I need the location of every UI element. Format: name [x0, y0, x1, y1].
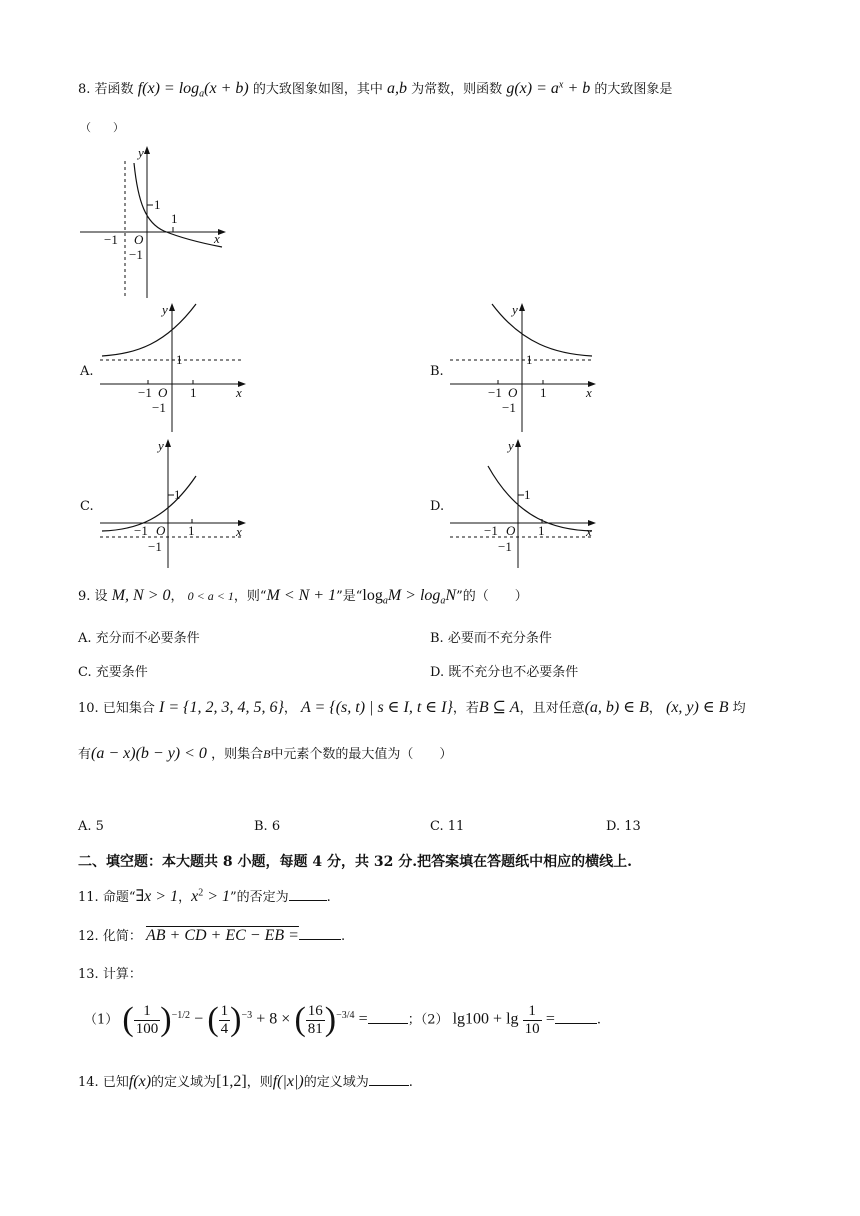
den: 4 — [220, 1020, 229, 1037]
tick-label: 1 — [190, 385, 197, 400]
q9-option-b[interactable]: B. 必要而不充分条件 — [430, 631, 552, 646]
q12-answer-blank[interactable] — [299, 927, 341, 940]
q9-cond: 0 < a < 1 — [187, 589, 234, 603]
q8-plus-b: + b — [567, 80, 591, 97]
q9-text: 设 — [94, 589, 108, 604]
q12-expr: AB + CD + EC − EB = — [145, 927, 299, 944]
num: 16 — [307, 1002, 323, 1019]
q9-text: ”是“ — [336, 589, 363, 604]
q8-log-base: a — [199, 88, 205, 100]
q8-text: 若函数 — [94, 82, 134, 97]
q14-text: 已知 — [102, 1075, 129, 1090]
den: 100 — [135, 1020, 159, 1037]
section-heading: 二、填空题：本大题共 8 小题，每题 4 分，共 32 分.把答案填在答题纸中相应的横线上. — [78, 854, 632, 870]
q8-option-c-label[interactable]: C. — [80, 499, 94, 514]
tick-label: 1 — [154, 197, 161, 212]
q14-text: 的定义域为 — [303, 1075, 369, 1090]
q8-option-d-label[interactable]: D. — [430, 499, 445, 514]
q13-number: 13. — [78, 967, 99, 982]
q12-number: 12. — [78, 929, 99, 944]
q10-text: 中元素个数的最大值为（ ） — [270, 747, 453, 762]
tick-label: −1 — [502, 400, 516, 415]
q8-text: 的大致图象是 — [594, 82, 673, 97]
tick-label: −1 — [138, 385, 152, 400]
q10-text: ，则集合 — [211, 747, 264, 762]
q9-s1: M < N + 1 — [266, 587, 337, 604]
q10-text: ，若 — [452, 701, 479, 716]
tick-label: −1 — [129, 247, 143, 262]
q14-number: 14. — [78, 1075, 99, 1090]
tick-label: −1 — [484, 523, 498, 538]
lg-expr: lg100 + lg — [452, 1010, 519, 1028]
q10-xy: (x, y) ∈ B — [666, 699, 729, 716]
q8-text: 为常数，则函数 — [411, 82, 503, 97]
q13-answer-blank-1[interactable] — [368, 1011, 408, 1024]
tick-label: 1 — [174, 487, 181, 502]
q9-option-c[interactable]: C. 充要条件 — [78, 665, 148, 680]
q8-ab: a,b — [387, 80, 408, 97]
q10-ab: (a, b) ∈ B — [584, 699, 649, 716]
q11-end: . — [326, 890, 331, 905]
q12-end: . — [340, 929, 346, 944]
tick-label: −1 — [498, 539, 512, 554]
axis-x-label: x — [586, 524, 592, 539]
tick-label: −1 — [134, 523, 148, 538]
q8-text: 的大致图象如图，其中 — [252, 82, 383, 97]
q8-func-g: g(x) = a — [506, 80, 559, 97]
origin-label: O — [158, 385, 168, 400]
q14-line — [78, 1071, 413, 1091]
num: 1 — [220, 1002, 229, 1019]
q11-exp: 2 — [198, 887, 204, 899]
q8-exp: x — [558, 79, 564, 91]
origin-label: O — [508, 385, 518, 400]
q10-b: B — [263, 747, 271, 761]
den: 10 — [524, 1020, 540, 1037]
exp: −3/4 — [336, 1010, 355, 1022]
q14-text: 的定义域为 — [151, 1075, 217, 1090]
q9-log-base: a — [382, 595, 388, 607]
q13-part2: ；（2） — [407, 1012, 449, 1028]
frac-1-10 — [523, 1003, 542, 1038]
q9-s2c: N — [445, 587, 457, 604]
q8-option-d-graph[interactable] — [446, 436, 606, 571]
q9-number: 9. — [78, 589, 91, 604]
q8-option-a-graph[interactable] — [96, 300, 256, 435]
tick-label: 1 — [540, 385, 547, 400]
q10-line1: 10. 已知集合 I = {1, 2, 3, 4, 5, 6}， A = {(s, t) | s ∈ I, t ∈ I}，若B ⊆ A，且对任意(a, b) ∈ B， (x, y) ∈ B 均 — [78, 699, 746, 716]
q10-text: 已知集合 — [102, 701, 155, 716]
q9-text: ”的（ ） — [456, 589, 528, 604]
tick-label: 1 — [524, 487, 531, 502]
q14-f-abs: f(|x|) — [272, 1073, 304, 1090]
q14-domain: [1,2] — [216, 1073, 247, 1090]
q10-set-i: I = {1, 2, 3, 4, 5, 6} — [158, 699, 284, 716]
axis-y-label: y — [158, 438, 164, 453]
tick-label: 1 — [171, 211, 178, 226]
q10-ineq: (a − x)(b − y) < 0 — [91, 745, 207, 762]
q8-option-a-label[interactable]: A. — [80, 364, 94, 379]
q13-part1: （1） — [84, 1012, 119, 1028]
q8-answer-paren: （ ） — [80, 121, 124, 134]
q11-number: 11. — [78, 890, 99, 905]
q9-s2b: M > log — [387, 587, 441, 604]
q9-option-d[interactable]: D. 既不充分也不必要条件 — [430, 665, 579, 680]
tick-label: −1 — [488, 385, 502, 400]
tick-label: 1 — [188, 523, 195, 538]
axis-x-label: x — [586, 385, 592, 400]
q11-text: 命题“ — [102, 890, 136, 905]
frac-16-81 — [306, 1003, 325, 1038]
q13-line1 — [78, 963, 142, 982]
origin-label: O — [506, 523, 516, 538]
axis-x-label: x — [236, 385, 242, 400]
q10-option-d[interactable]: D. 13 — [606, 819, 641, 834]
q13-text: 计算： — [102, 967, 142, 982]
q13-answer-blank-2[interactable] — [555, 1011, 597, 1024]
q9-line: 9. 设 M, N > 0， 0 < a < 1，则“M < N + 1”是“$\log_aM > \log_aN$”的（ ） — [78, 587, 528, 607]
op: = — [358, 1010, 368, 1028]
num: 1 — [523, 1003, 542, 1021]
exp: −1/2 — [171, 1010, 190, 1022]
q9-option-a[interactable]: A. 充分而不必要条件 — [78, 631, 200, 646]
den: 81 — [307, 1020, 323, 1037]
q13-end: . — [596, 1012, 601, 1028]
exp: −3 — [241, 1010, 253, 1022]
q12-line — [78, 925, 345, 945]
q10-option-b[interactable]: B. 6 — [254, 819, 281, 834]
q8-option-b-graph[interactable] — [446, 300, 606, 435]
q11-m1: ∃x > 1 — [135, 888, 179, 905]
op: + 8 × — [256, 1010, 291, 1028]
q14-f: f(x) — [128, 1073, 152, 1090]
frac-1-100 — [134, 1003, 161, 1038]
q10-text: ，且对任意 — [519, 701, 585, 716]
q8-line1 — [78, 78, 672, 100]
q9-text: ，则“ — [233, 589, 267, 604]
q9-log: log — [362, 587, 383, 604]
q10-line2 — [78, 743, 452, 763]
op: = — [545, 1010, 555, 1028]
axis-x-label: x — [236, 524, 242, 539]
axis-y-label: y — [512, 302, 518, 317]
q11-m2: x — [191, 888, 199, 905]
q14-text: ，则 — [246, 1075, 273, 1090]
q9-mn: M, N > 0 — [111, 587, 171, 604]
q8-main-graph — [76, 143, 236, 303]
q13-line2: （1） ( $\frac{1}{100}$ )$^{-1/2}$ − ( $\frac{1}{4}$ )$^{-3}$ + 8 × ( $\frac{16}{81}$ )$^{-3/4}$ = ；（2） lg100 + lg $\frac{1}{10}$ = . — [84, 1001, 601, 1038]
q11-text: ”的否定为 — [229, 890, 289, 905]
q11-text: ， — [178, 890, 192, 905]
q11-answer-blank[interactable] — [289, 888, 327, 901]
axis-y-label: y — [162, 302, 168, 317]
q10-option-a[interactable]: A. 5 — [78, 819, 104, 834]
q10-text: 均 — [732, 701, 746, 716]
q9-log-base: a — [440, 595, 446, 607]
tick-label: 1 — [538, 523, 545, 538]
q8-option-b-label[interactable]: B. — [430, 364, 444, 379]
tick-label: −1 — [152, 400, 166, 415]
tick-label: 1 — [526, 352, 533, 367]
origin-label: O — [156, 523, 166, 538]
origin-label: O — [134, 232, 144, 247]
op: − — [194, 1010, 204, 1028]
q8-number: 8. — [78, 82, 91, 97]
q14-end: . — [408, 1075, 413, 1090]
q10-option-c[interactable]: C. 11 — [430, 819, 465, 834]
num: 1 — [134, 1003, 161, 1021]
q12-text: 化简： — [102, 929, 142, 944]
axis-y-label: y — [508, 438, 514, 453]
axis-x-label: x — [214, 231, 220, 246]
q8-log-arg: (x + b) — [204, 80, 249, 97]
tick-label: 1 — [176, 352, 183, 367]
q10-text: 有 — [78, 747, 92, 762]
q14-answer-blank[interactable] — [369, 1073, 409, 1086]
q8-option-c-graph[interactable] — [96, 436, 256, 571]
q11-line — [78, 886, 331, 906]
tick-label: −1 — [148, 539, 162, 554]
q10-subset: B ⊆ A — [478, 699, 520, 716]
q10-set-a: A = {(s, t) | s ∈ I, t ∈ I} — [301, 699, 453, 716]
q8-func-f: f(x) = log — [137, 80, 200, 97]
q10-number: 10. — [78, 701, 99, 716]
tick-label: −1 — [104, 232, 118, 247]
frac-1-4 — [219, 1003, 231, 1038]
axis-y-label: y — [138, 145, 144, 160]
q11-m2b: > 1 — [203, 888, 230, 905]
